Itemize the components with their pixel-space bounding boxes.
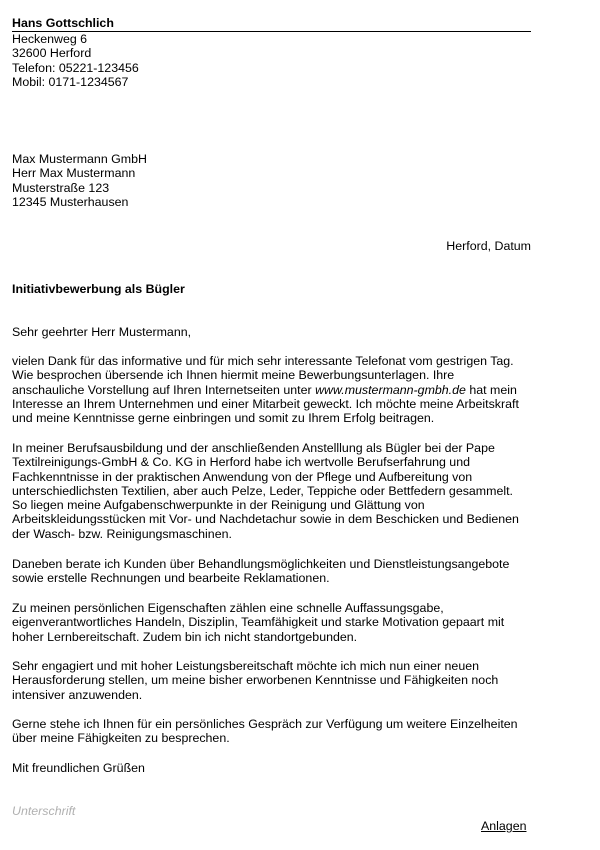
signature-placeholder: Unterschrift xyxy=(12,804,76,818)
paragraph-qualities xyxy=(12,601,542,644)
text-line: Arbeitskleidungsstücken mit Vor- und Nachdetachur sowie in dem Beschicken und Bedienen xyxy=(12,512,519,527)
text-line: Daneben berate ich Kunden über Behandlungsmöglichkeiten und Dienstleistungsangebote xyxy=(12,557,510,571)
sender-block xyxy=(12,16,531,89)
salutation: Sehr geehrter Herr Mustermann, xyxy=(12,325,192,339)
recipient-company: Max Mustermann GmbH xyxy=(12,152,147,166)
closing-phrase: Mit freundlichen Grüßen xyxy=(12,761,145,775)
sender-city: 32600 Herford xyxy=(12,46,92,61)
text-line: Sehr engagiert und mit hoher Leistungsbereitschaft möchte ich mich nun einer neuen xyxy=(12,659,479,673)
text-line: So liegen meine Aufgabenschwerpunkte in der Reinigung und Glättung von xyxy=(12,498,425,513)
sender-street: Heckenweg 6 xyxy=(12,32,88,46)
paragraph-interview xyxy=(12,717,542,746)
text-line: hoher Lernbereitschaft. Zudem bin ich nicht standortgebunden. xyxy=(12,629,358,644)
text-line: unterschiedlichsten Textilien, aber auch Pelze, Leder, Teppiche oder Bettfedern gesammelt. xyxy=(12,483,513,498)
attachments-label: Anlagen xyxy=(481,819,527,833)
paragraph-motivation xyxy=(12,659,542,702)
text-line: vielen Dank für das informative und für mich sehr interessante Telefonat vom gestrigen Tag. xyxy=(12,354,514,368)
text-line: Textilreinigungs-GmbH & Co. KG in Herford habe ich wertvolle Berufserfahrung und xyxy=(12,455,470,470)
website-url: www.mustermann-gmbh.de xyxy=(315,382,466,397)
recipient-city: 12345 Musterhausen xyxy=(12,194,129,209)
text-line xyxy=(12,383,542,397)
text-line: In meiner Berufsausbildung und der anschließenden Anstelllung als Bügler bei der Pape xyxy=(12,441,495,455)
paragraph-intro xyxy=(12,354,542,425)
paragraph-experience xyxy=(12,441,542,541)
subject-line: Initiativbewerbung als Bügler xyxy=(12,282,185,296)
recipient-street: Musterstraße 123 xyxy=(12,180,110,195)
sender-name: Hans Gottschlich xyxy=(12,16,531,32)
text-line: Interesse an Ihrem Unternehmen und einer Mitarbeit geweckt. Ich möchte meine Arbeitskraft xyxy=(12,396,519,411)
text-line: über meine Fähigkeiten zu besprechen. xyxy=(12,731,230,746)
text-line: Herausforderung stellen, um meine bisher erworbenen Kenntnisse und Fähigkeiten noch xyxy=(12,673,499,688)
text-line: eigenverantwortliches Handeln, Disziplin, Teamfähigkeit und starke Motivation gepaart mit xyxy=(12,615,505,630)
text-line: Zu meinen persönlichen Eigenschaften zählen eine schnelle Auffassungsgabe, xyxy=(12,601,444,615)
recipient-block xyxy=(12,152,147,209)
text-segment: anschauliche Vorstellung auf Ihren Internetseiten unter xyxy=(12,382,316,397)
recipient-person: Herr Max Mustermann xyxy=(12,166,136,181)
sender-mobile: Mobil: 0171-1234567 xyxy=(12,74,129,89)
text-line: sowie erstelle Rechnungen und bearbeite Reklamationen. xyxy=(12,571,330,586)
text-segment: hat mein xyxy=(465,382,517,397)
text-line: der Wasch- bzw. Reinigungsmaschinen. xyxy=(12,526,232,541)
text-line: Wie besprochen übersende ich Ihnen hiermit meine Bewerbungsunterlagen. Ihre xyxy=(12,368,455,383)
text-line: Fachkenntnisse in der praktischen Anwendung von der Pflege und Aufbereitung von xyxy=(12,469,473,484)
sender-phone: Telefon: 05221-123456 xyxy=(12,60,139,75)
paragraph-services xyxy=(12,557,542,586)
place-date: Herford, Datum xyxy=(446,239,531,253)
text-line: und meine Kenntnisse gerne einbringen und somit zu Ihrem Erfolg beitragen. xyxy=(12,411,435,426)
text-line: intensiver anzuwenden. xyxy=(12,687,143,702)
text-line: Gerne stehe ich Ihnen für ein persönliches Gespräch zur Verfügung um weitere Einzelheiten xyxy=(12,717,518,731)
